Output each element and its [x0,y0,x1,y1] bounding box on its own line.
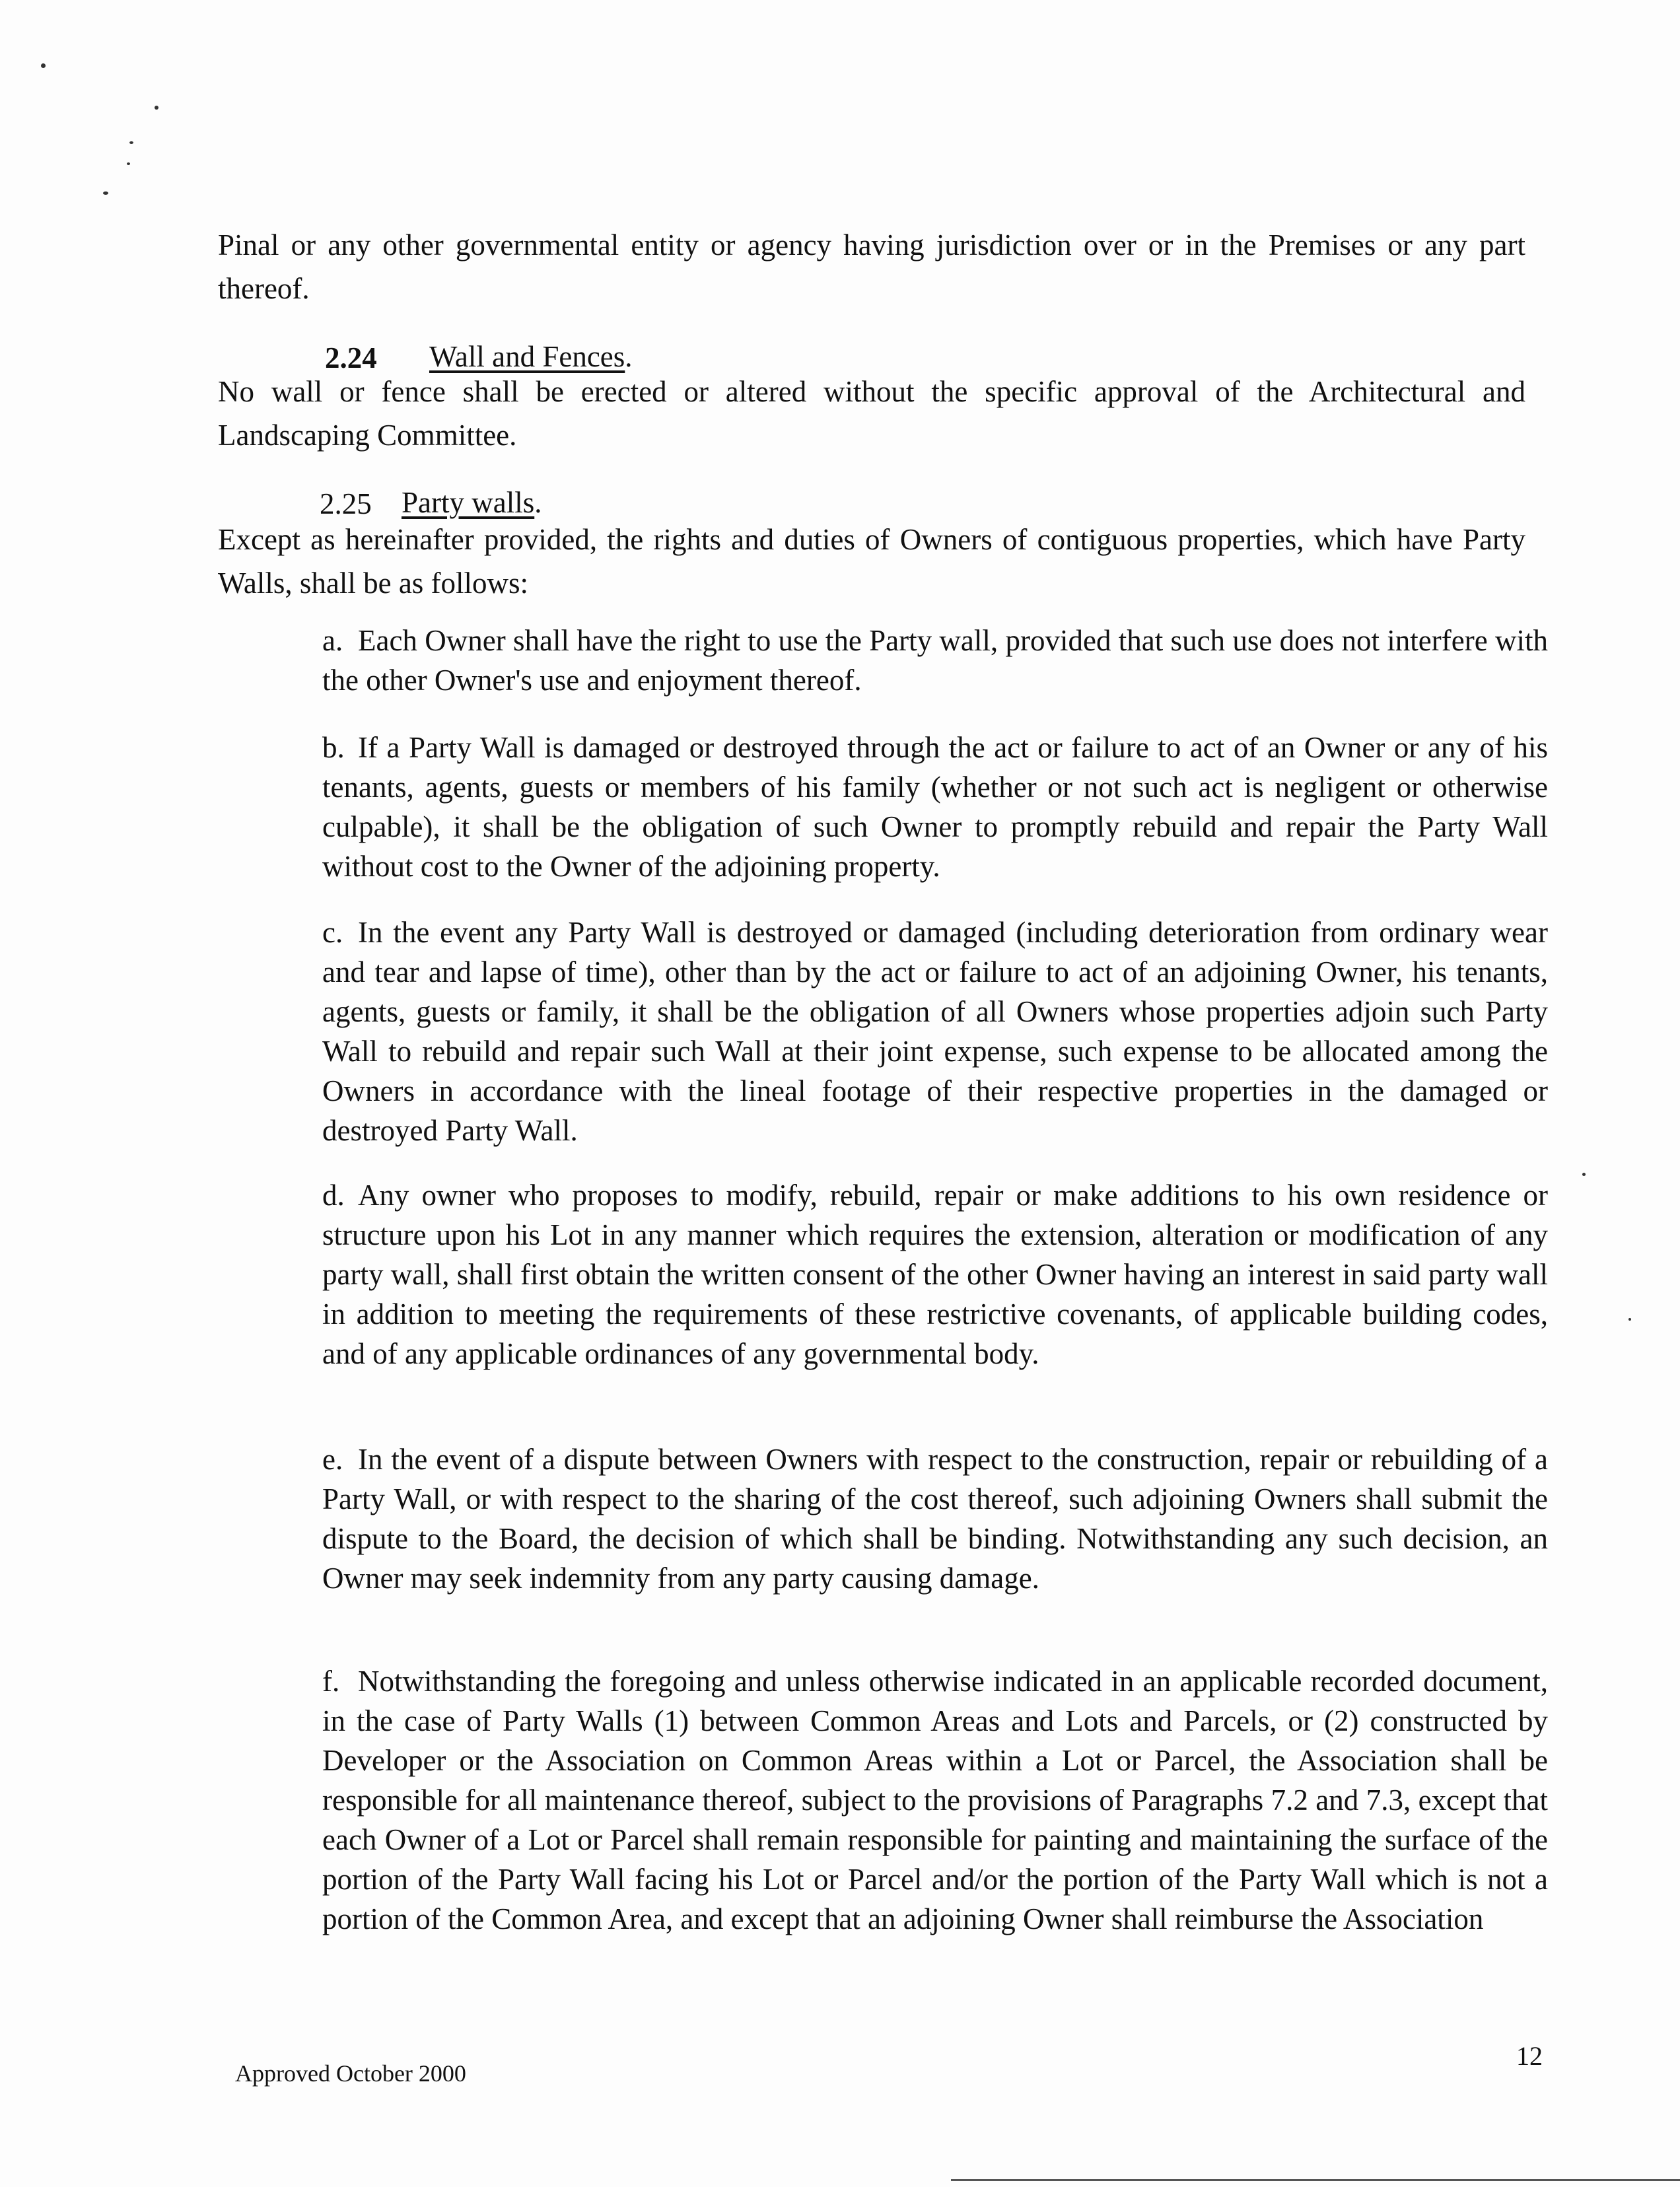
section-body-2-24: No wall or fence shall be erected or altered without the specific approval of the Architectural and Landscaping Committee. [218,375,1525,452]
scan-speck [41,63,46,68]
list-item-d [322,1175,1548,1373]
list-item-marker: b. [322,731,345,764]
list-item-marker: d. [322,1179,345,1212]
scan-speck [1628,1318,1631,1321]
section-title-text: Party walls [402,486,535,519]
scan-speck [103,191,108,195]
section-title-2-25 [402,483,542,522]
list-item-text: In the event any Party Wall is destroyed or damaged (including deterioration from ordinary wear and tear and lapse of time), other than by the act or failure to act of an adjoining Owner, his tenants, agents, guests or family, it shall be the obligation of all Owners whose properties adjoin such Party Wall to rebuild and repair such Wall at their joint expense, such expense to be allocated among the Owners in accordance with the lineal footage of their respective properties in the damaged or destroyed Party Wall. [322,916,1548,1147]
list-item-marker: c. [322,916,343,949]
list-item-a [322,621,1548,700]
section-title-period: . [534,486,542,519]
scan-speck [129,141,133,144]
list-item-text: Notwithstanding the foregoing and unless otherwise indicated in an applicable recorded document, in the case of Party Walls (1) between Common Areas and Lots and Parcels, or (2) constructed by Developer or the Association on Common Areas within a Lot or Parcel, the Association shall be responsible for all maintenance thereof, subject to the provisions of Paragraphs 7.2 and 7.3, except that each Owner of a Lot or Parcel shall remain responsible for painting and maintaining the surface of the portion of the Party Wall facing his Lot or Parcel and/or the portion of the Party Wall which is not a portion of the Common Area, and except that an adjoining Owner shall reimburse the Association [322,1665,1548,1935]
list-item-b [322,728,1548,886]
scan-edge-line [951,2179,1680,2181]
list-item-text: In the event of a dispute between Owners with respect to the construction, repair or rebuilding of a Party Wall, or with respect to the sharing of the cost thereof, such adjoining Owners shall submit the dispute to the Board, the decision of which shall be binding. Notwithstanding any such decision, an Owner may seek indemnity from any party causing damage. [322,1443,1548,1595]
footer-approval-note: Approved October 2000 [235,2060,466,2087]
list-item-marker: f. [322,1665,340,1698]
page-number: 12 [1516,2041,1543,2071]
list-item-e [322,1440,1548,1598]
scan-speck [127,162,130,165]
section-body-2-25: Except as hereinafter provided, the rights and duties of Owners of contiguous properties, which have Party Walls, shall be as follows: [218,523,1525,600]
list-item-text: Any owner who proposes to modify, rebuild, repair or make additions to his own residence or structure upon his Lot in any manner which requires the extension, alteration or modification of any party wall, shall first obtain the written consent of the other Owner having an interest in said party wall in addition to meeting the requirements of these restrictive covenants, of applicable building codes, and of any applicable ordinances of any governmental body. [322,1179,1548,1370]
list-item-marker: e. [322,1443,343,1476]
section-number-2-24: 2.24 [325,341,377,374]
section-title-text: Wall and Fences [429,340,625,373]
section-number-2-25: 2.25 [320,487,372,520]
scan-speck [155,106,158,110]
continuation-paragraph: Pinal or any other governmental entity or agency having jurisdiction over or in the Premises or any part thereof. [218,228,1525,305]
list-item-c [322,913,1548,1150]
scan-speck [1582,1173,1586,1176]
section-title-period: . [625,340,633,373]
list-item-text: If a Party Wall is damaged or destroyed through the act or failure to act of an Owner or any of his tenants, agents, guests or members of his family (whether or not such act is negligent or otherwise culpable), it shall be the obligation of such Owner to promptly rebuild and repair the Party Wall without cost to the Owner of the adjoining property. [322,731,1548,883]
list-item-text: Each Owner shall have the right to use the Party wall, provided that such use does not interfere with the other Owner's use and enjoyment thereof. [322,624,1548,697]
list-item-marker: a. [322,624,343,657]
list-item-f [322,1661,1548,1939]
